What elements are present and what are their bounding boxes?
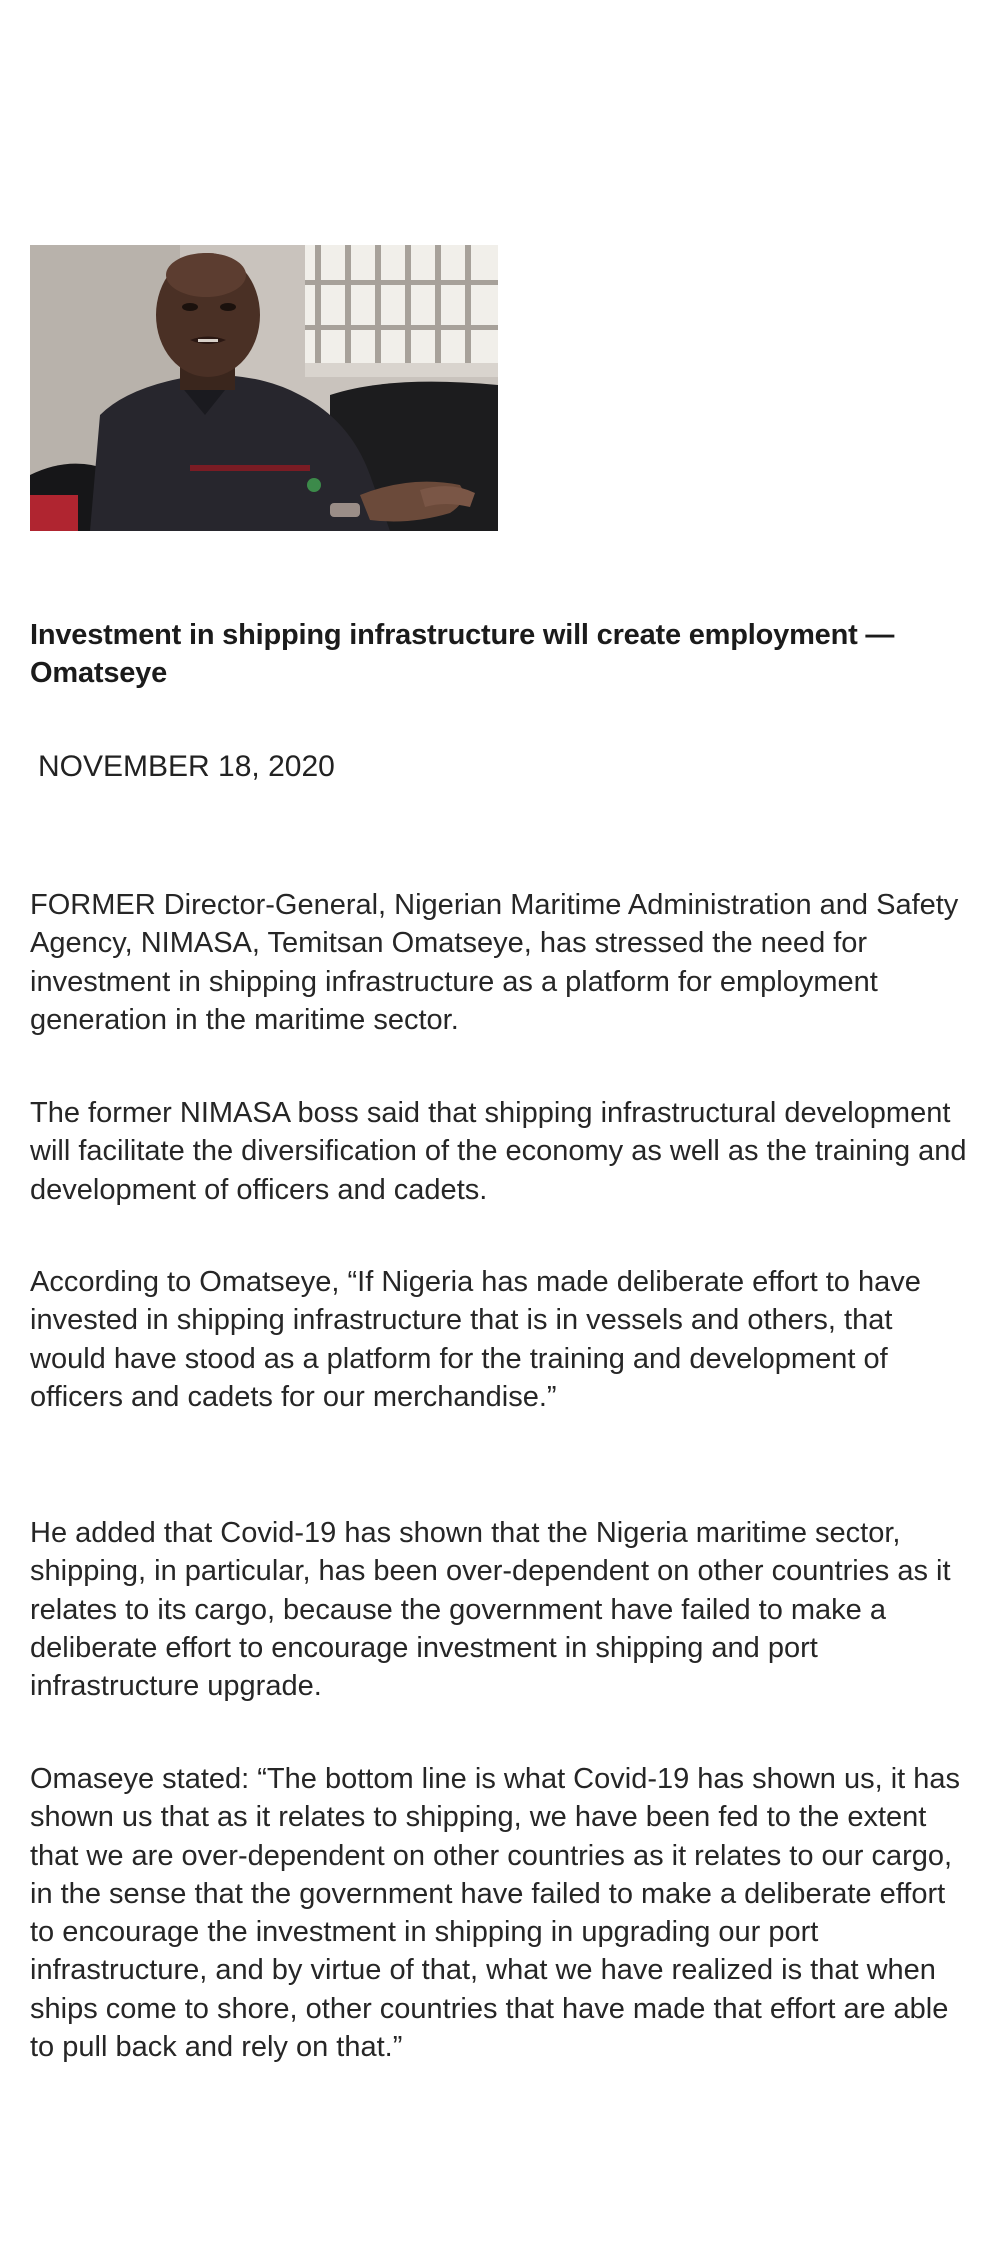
article-paragraph: The former NIMASA boss said that shipping infrastructural development will facilitate the diversification of the economy as well as the training and development of officers and cadets. [30,1097,967,1206]
article-photo [30,245,498,531]
article-paragraph: FORMER Director-General, Nigerian Maritime Administration and Safety Agency, NIMASA, Temitsan Omatseye, has stressed the need for investment in shipping infrastructure as a platform for employment generation in the maritime sector. [30,889,959,1036]
article-paragraph: Omaseye stated: “The bottom line is what Covid-19 has shown us, it has shown us that as it relates to shipping, we have been fed to the extent that we are over-dependent on other countries as it relates to our cargo, in the sense that the government have failed to make a deliberate effort to encourage the investment in shipping in upgrading our port infrastructure, and by virtue of that, what we have realized is that when ships come to shore, other countries that have made that effort are able to pull back and rely on that.” [30,1763,961,2064]
portrait-photo [30,245,498,531]
article-paragraph: He added that Covid-19 has shown that the Nigeria maritime sector, shipping, in particular, has been over-dependent on other countries as it relates to its cargo, because the government have failed to make a deliberate effort to encourage investment in shipping and port infrastructure upgrade. [30,1517,951,1703]
article-headline: Investment in shipping infrastructure will create employment — Omatseye [30,619,895,689]
publish-date: NOVEMBER 18, 2020 [38,750,335,783]
article-paragraph: According to Omatseye, “If Nigeria has made deliberate effort to have invested in shipping infrastructure that is in vessels and others, that would have stood as a platform for the training and development of officers and cadets for our merchandise.” [30,1266,921,1413]
